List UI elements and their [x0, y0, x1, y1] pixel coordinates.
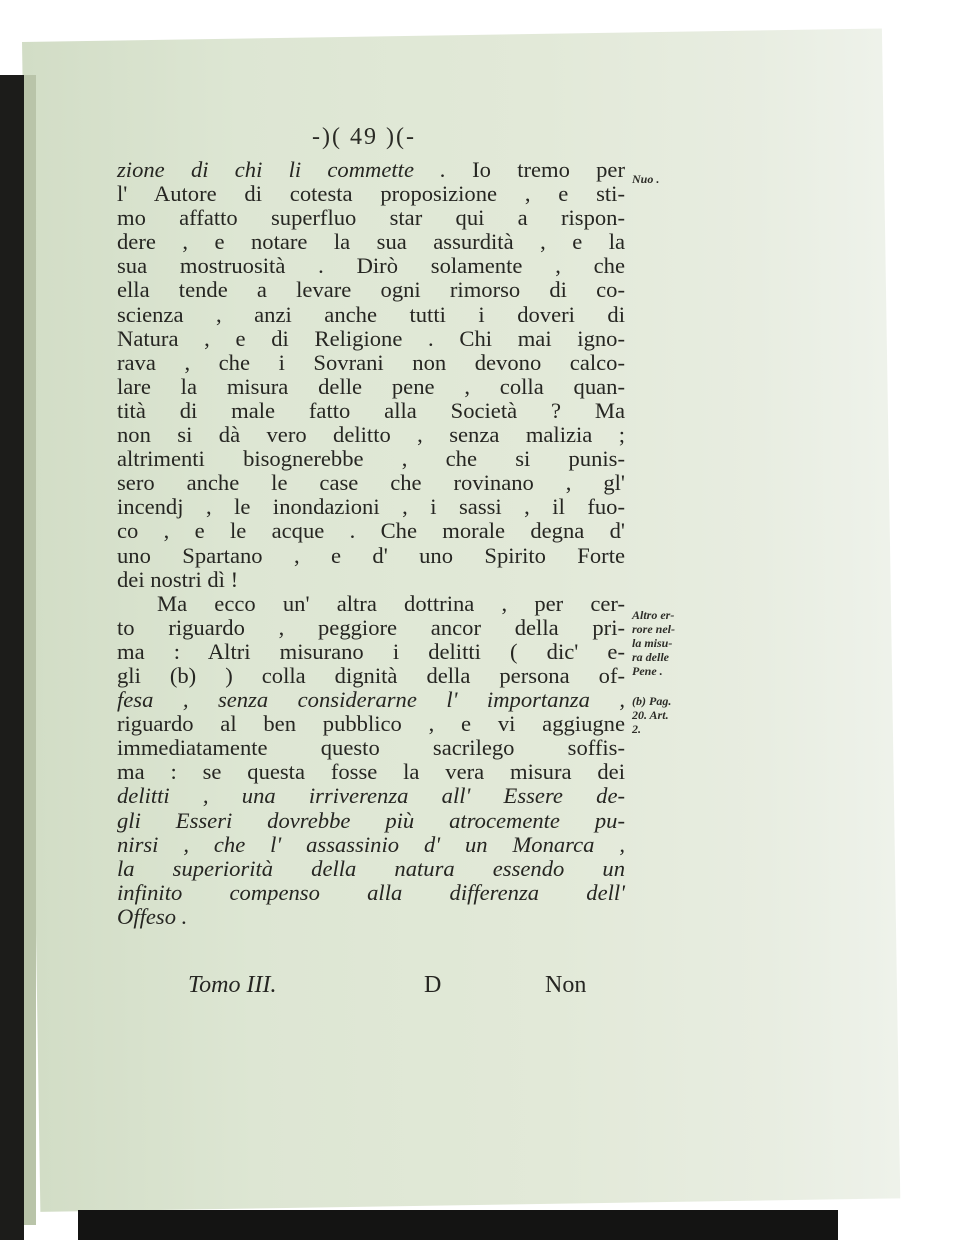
text-line: delitti , una irriverenza all' Essere de-: [117, 783, 625, 809]
text-line: la superiorità della natura essendo un: [117, 855, 625, 881]
text-line: sero anche le case che rovinano , gl': [117, 470, 625, 496]
text-line: dere , e notare la sua assurdità , e la: [117, 229, 625, 255]
text-line: uno Spartano , e d' uno Spirito Forte: [117, 542, 625, 568]
text-line: infinito compenso alla differenza dell': [117, 879, 625, 905]
footer-signature: D: [424, 972, 442, 998]
scan-border-bottom: [78, 1210, 838, 1240]
text-line: non si dà vero delitto , senza malizia ;: [117, 422, 625, 448]
text-line: Ma ecco un' altra dottrina , per cer-: [157, 590, 625, 616]
text-line: nirsi , che l' assassinio d' un Monarca ,: [117, 831, 625, 857]
text-line: altrimenti bisognerebbe , che si punis-: [117, 446, 625, 472]
text-line: zione di chi li commette . Io tremo per: [117, 157, 625, 182]
text-line: tità di male fatto alla Società ? Ma: [117, 397, 625, 423]
text-line: Offeso .: [117, 903, 188, 929]
text-line: dei nostri dì !: [117, 566, 239, 592]
footer-volume: Tomo III.: [188, 972, 277, 998]
text-line: to riguardo , peggiore ancor della pri-: [117, 614, 625, 640]
text-line: lare la misura delle pene , colla quan-: [117, 373, 625, 399]
text-line: Natura , e di Religione . Chi mai igno-: [117, 325, 625, 351]
text-line: co , e le acque . Che morale degna d': [117, 518, 625, 544]
body-text: [117, 158, 625, 929]
text-line: rava , che i Sovrani non devono calco-: [117, 349, 625, 375]
scan-border-left: [0, 75, 24, 1240]
margin-note-altro-errore: Altro er- rore nel- la misu- ra delle Pene .: [632, 608, 675, 678]
text-line: gli Esseri dovrebbe più atrocemente pu-: [117, 807, 625, 833]
text-line: riguardo al ben pubblico , e vi aggiugne: [117, 711, 625, 737]
text-line: l' Autore di cotesta proposizione , e sti-: [117, 181, 625, 207]
text-line: ma : Altri misurano i delitti ( dic' e-: [117, 638, 625, 664]
text-line: fesa , senza considerarne l' importanza ,: [117, 687, 625, 713]
footer-catchword: Non: [545, 972, 587, 998]
text-line: scienza , anzi anche tutti i doveri di: [117, 301, 625, 327]
margin-note-top: Nuo .: [632, 172, 660, 186]
text-line: immediatamente questo sacrilego soffis-: [117, 735, 625, 761]
text-line: mo affatto superfluo star qui a rispon-: [117, 205, 625, 231]
page-edge: [22, 75, 36, 1225]
text-line: ma : se questa fosse la vera misura dei: [117, 759, 625, 785]
text-line: sua mostruosità . Dirò solamente , che: [117, 253, 625, 279]
margin-note-reference: (b) Pag. 20. Art. 2.: [632, 694, 672, 736]
text-line: incendj , le inondazioni , i sassi , il fuo-: [117, 494, 625, 520]
text-line: ella tende a levare ogni rimorso di co-: [117, 277, 625, 303]
page-header: -)( 49 )(-: [312, 124, 416, 150]
text-line: gli (b) ) colla dignità della persona of-: [117, 662, 625, 688]
